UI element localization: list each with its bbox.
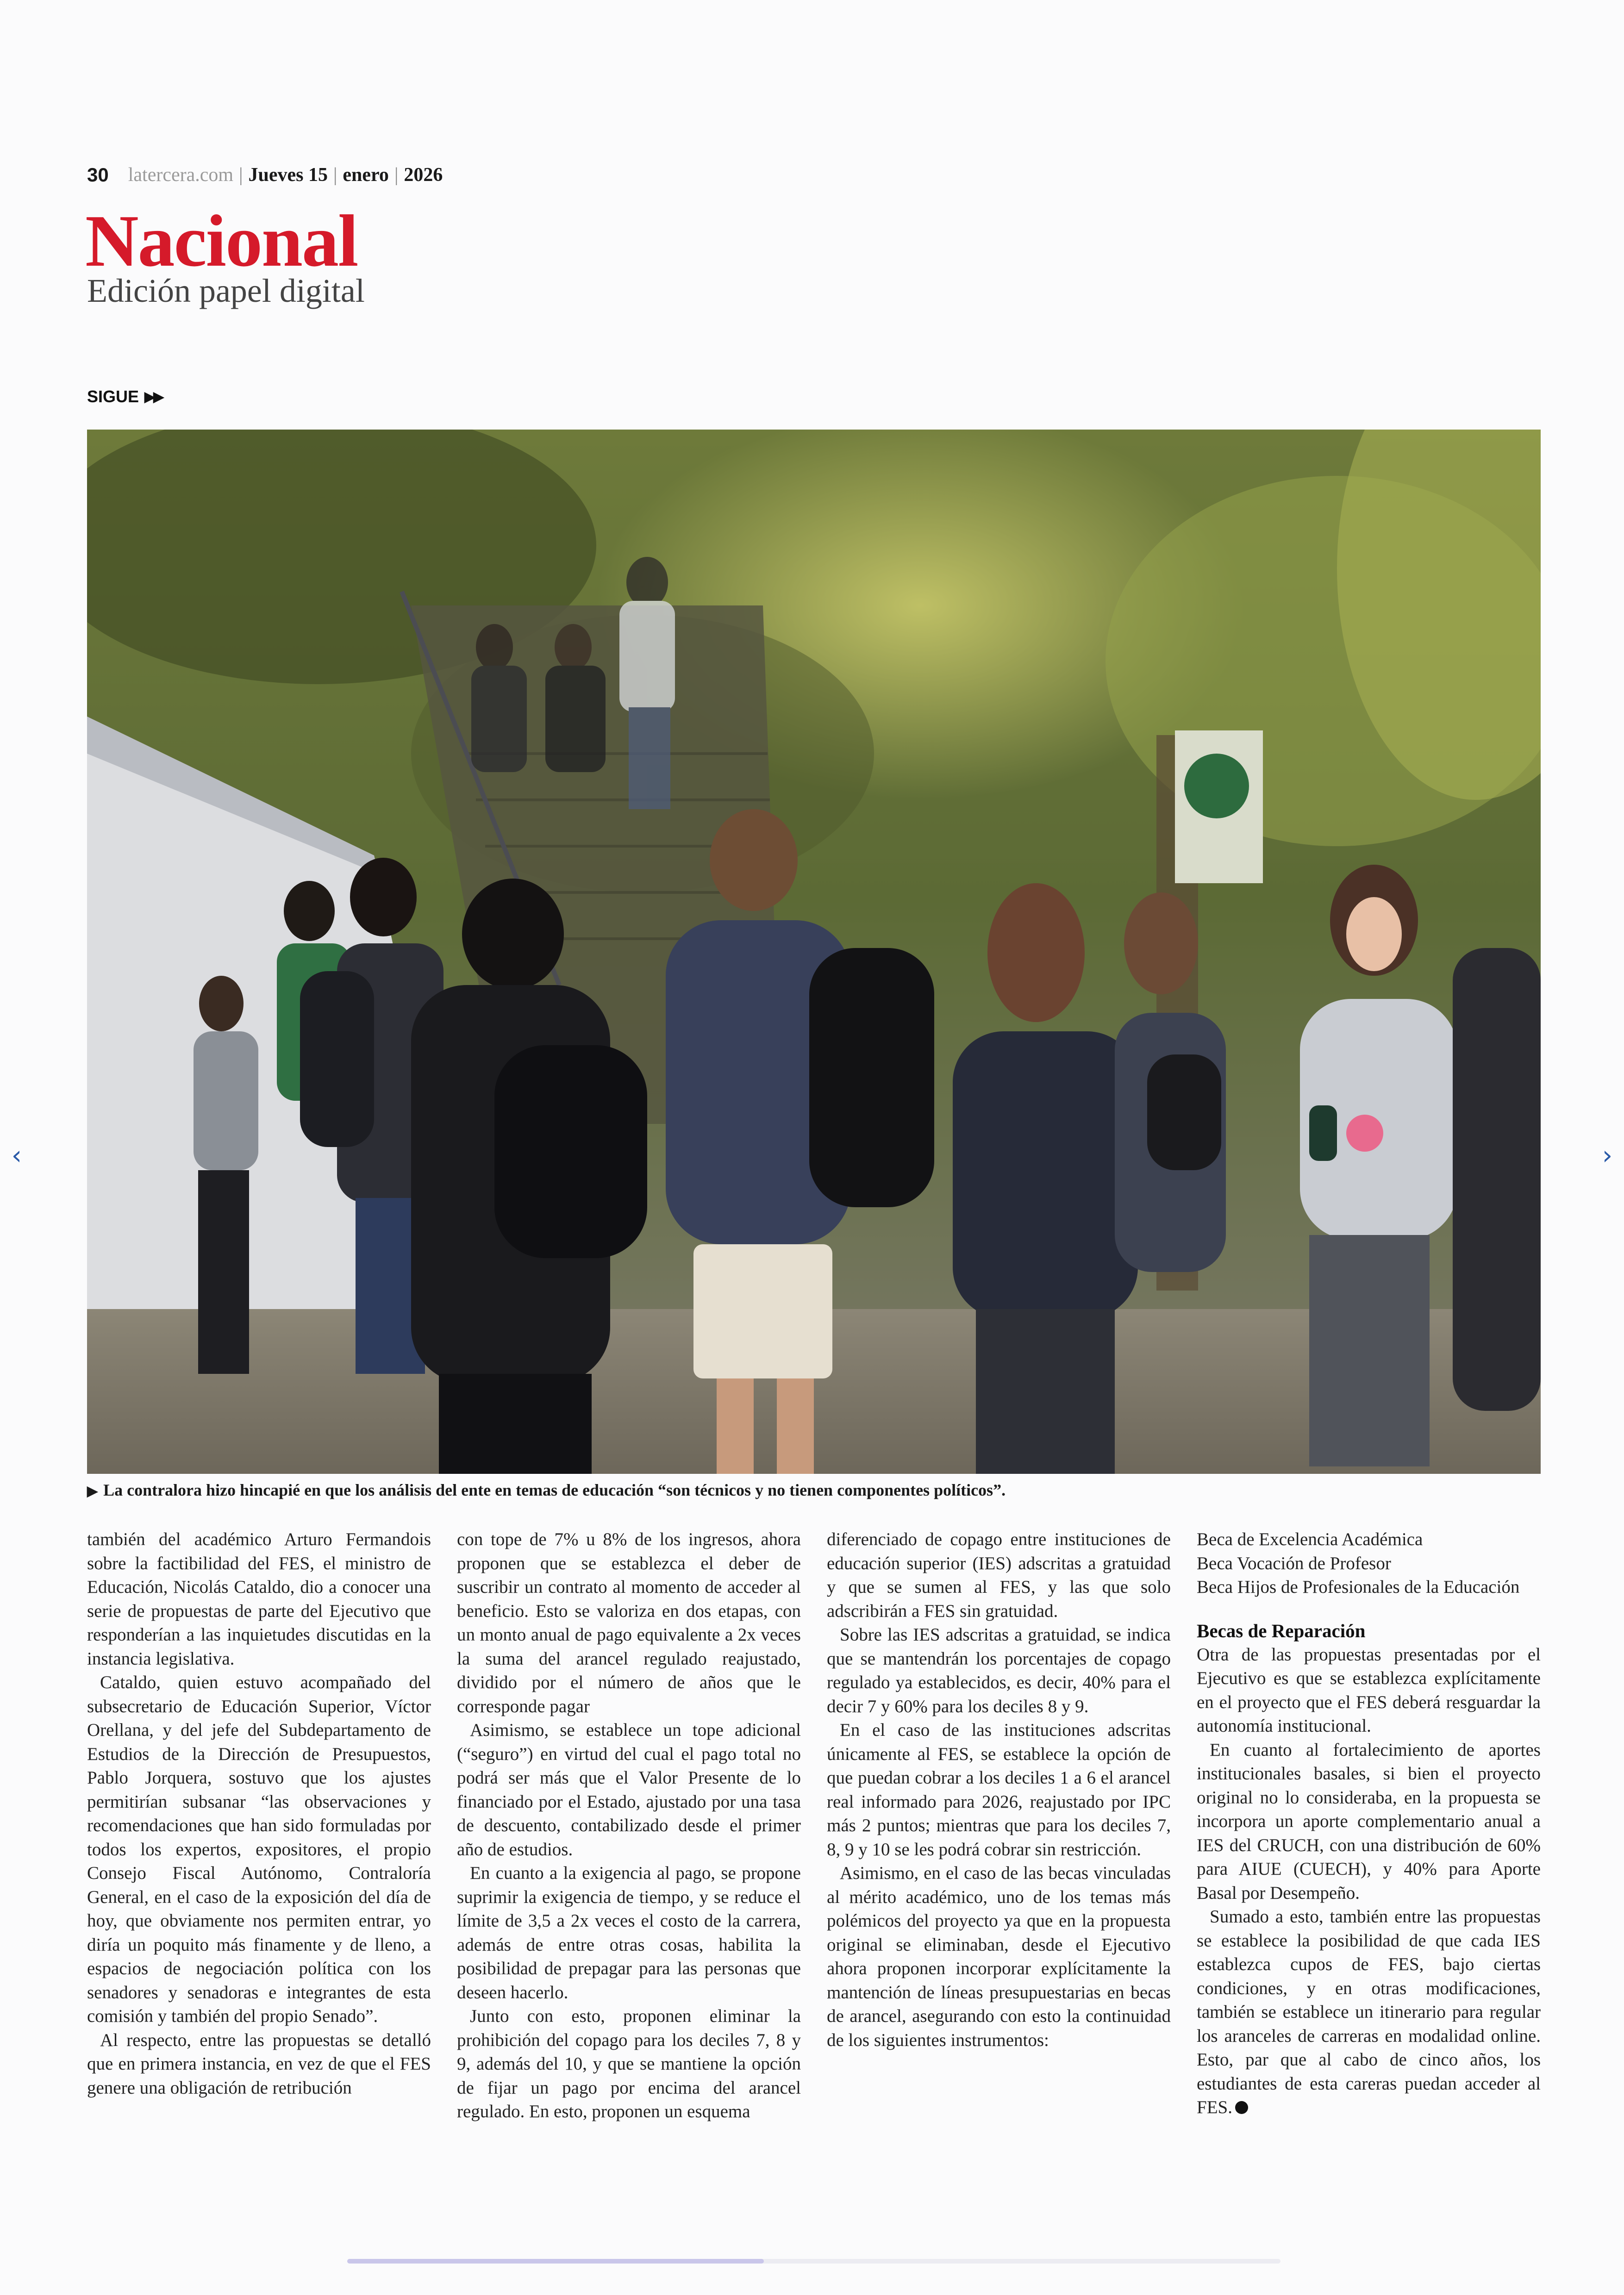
paragraph: En cuanto a la exigencia al pago, se propone suprimir la exigencia de tiempo, y se reduce el límite de 3,5 a 2x veces el costo de la carrera, además de entre otras cosas, habilita la posibilidad de prepagar para las personas que deseen hacerlo.	[457, 1863, 801, 2002]
paragraph-text: Sumado a esto, también entre las propuestas se establece la posibilidad de que cada IES establezca cupos de FES, bajo ciertas condiciones, y en otras modificaciones, también se establece un itinerario para regular los aranceles de carreras en modalidad online. Esto, par que al cabo de cinco años, los estudiantes de esta careras puedan acceder al FES.	[1197, 1907, 1541, 2117]
paragraph: Junto con esto, proponen eliminar la prohibición del copago para los deciles 7, 8 y 9, además del 10, y que se mantiene la opción de fijar un pago por encima del arancel regulado. En esto, proponen un esquema	[457, 2006, 801, 2121]
article-column-3	[827, 1528, 1171, 2124]
article-column-2	[457, 1528, 801, 2124]
end-mark-icon	[1235, 2101, 1248, 2114]
article-column-1	[87, 1528, 431, 2124]
paragraph: Asimismo, en el caso de las becas vinculadas al mérito académico, uno de los temas más polémicos del proyecto ya que en la propuesta original se eliminaban, desde el Ejecutivo ahora proponen incorporar explícitamente la mantención de líneas presupuestarias en becas de arancel, asegurando con esto la continuidad de los siguientes instrumentos:	[827, 1863, 1171, 2050]
scholarship-item: Beca de Excelencia Académica	[1197, 1529, 1423, 1549]
page-folio	[87, 161, 443, 189]
page-number: 30	[87, 164, 109, 186]
folio-separator: |	[239, 164, 243, 186]
paragraph: Al respecto, entre las propuestas se detalló que en primera instancia, en vez de que el FES genere una obligación de retribución	[87, 2030, 431, 2098]
section-title: Nacional	[85, 200, 358, 282]
paragraph: diferenciado de copago entre instituciones de educación superior (IES) adscritas a gratuidad y que se sumen al FES, y las que solo adscribirán a FES sin gratuidad.	[827, 1529, 1171, 1621]
caption-triangle-icon: ▶	[87, 1484, 98, 1499]
article-column-4	[1197, 1528, 1541, 2124]
paragraph: Cataldo, quien estuvo acompañado del subsecretario de Educación Superior, Víctor Orellana, y del jefe del Subdepartamento de Estudios de la Dirección de Presupuestos, Pablo Jorquera, sostuvo que los ajustes permitirían subsanar “las observaciones y recomendaciones que han sido formuladas por todos los expertos, expositores, el propio Consejo Fiscal Autónomo, Contraloría General, en el caso de la exposición del día de hoy, que obviamente nos permiten entrar, yo diría un poquito más finamente y de lleno, a espacios de negociación política con los senadores y senadoras e integrantes de esta comisión y también del propio Senado”.	[87, 1672, 431, 2026]
article-body	[87, 1528, 1541, 2124]
scholarship-item: Beca Hijos de Profesionales de la Educación	[1197, 1577, 1520, 1597]
folio-separator: |	[394, 164, 399, 186]
subheading: Becas de Reparación	[1197, 1620, 1366, 1641]
paragraph	[1197, 1905, 1541, 2120]
folio-separator: |	[333, 164, 337, 186]
paragraph: Asimismo, se establece un tope adicional (“seguro”) en virtud del cual el pago total no podrá ser más que el Valor Presente de lo financiado por el Estado, ajustado por una tasa de descuento, contabilizado desde el primer año de estudios.	[457, 1720, 801, 1859]
double-arrow-icon: ▶▶	[144, 389, 162, 405]
paragraph: Sobre las IES adscritas a gratuidad, se indica que se mantendrán los porcentajes de copago regulado ya establecidos, es decir, 40% para el decir 7 y 60% para los deciles 8 y 9.	[827, 1625, 1171, 1716]
next-page-button[interactable]: ›	[1602, 1140, 1613, 1171]
sigue-label: SIGUE	[87, 387, 139, 406]
paragraph: también del académico Arturo Fermandois sobre la factibilidad del FES, el ministro de Educación, Nicolás Cataldo, dio a conocer una serie de propuestas de parte del Ejecutivo que responderían a las inquietudes discutidas en la instancia legislativa.	[87, 1529, 431, 1669]
scroll-thumb[interactable]	[347, 2259, 764, 2264]
scholarship-item: Beca Vocación de Profesor	[1197, 1553, 1391, 1573]
paragraph: con tope de 7% u 8% de los ingresos, ahora proponen que se establezca el deber de suscribir un contrato al momento de acceder al beneficio. Esto se valoriza en dos etapas, con un monto anual de pago equivalente a 2x veces la suma del arancel regulado reajustado, dividido por el número de años que le corresponde pagar	[457, 1529, 801, 1716]
folio-month: enero	[343, 164, 389, 186]
students-walking-photo	[87, 430, 1541, 1474]
folio-year: 2026	[404, 164, 443, 186]
photo-caption	[87, 1480, 1541, 1500]
site-name: latercera.com	[128, 164, 234, 186]
paragraph: En el caso de las instituciones adscritas únicamente al FES, se establece la opción de que puedan cobrar a los deciles 1 a 6 el arancel real informado para 2026, reajustado por IPC más 2 puntos; mientras que para los deciles 7, 8, 9 y 10 se les podrá cobrar sin restricción.	[827, 1720, 1171, 1859]
paragraph: Otra de las propuestas presentadas por el Ejecutivo es que se establezca explícitamente en el proyecto que el FES deberá resguardar la autonomía institucional.	[1197, 1644, 1541, 1736]
folio-day: Jueves 15	[248, 164, 328, 186]
section-subtitle: Edición papel digital	[87, 272, 365, 309]
news-photo	[87, 430, 1541, 1474]
previous-page-button[interactable]: ‹	[11, 1140, 22, 1171]
caption-text: La contralora hizo hincapié en que los análisis del ente en temas de educación “son técnicos y no tienen componentes políticos”.	[103, 1481, 1006, 1499]
continues-marker	[87, 387, 162, 406]
paragraph: En cuanto al fortalecimiento de aportes institucionales basales, si bien el proyecto original no lo consideraba, en la propuesta se incorpora un aporte complementario anual a IES del CRUCH, con una distribución de 60% para AIUE (CUECH), y 40% para Aporte Basal por Desempeño.	[1197, 1740, 1541, 1903]
